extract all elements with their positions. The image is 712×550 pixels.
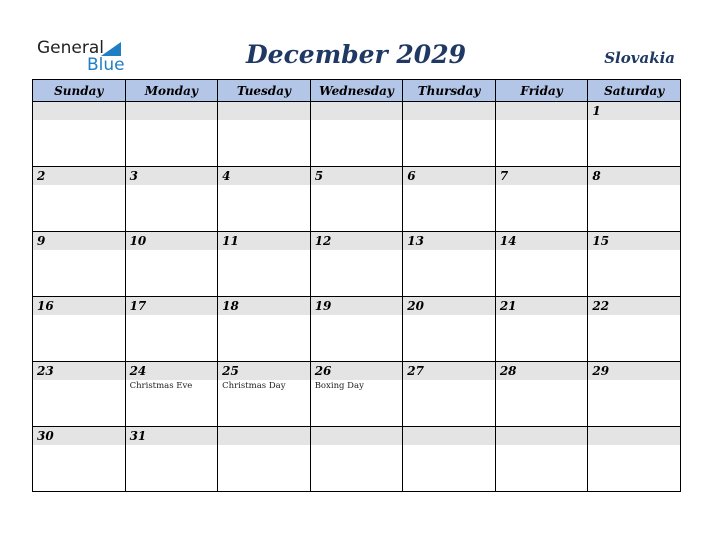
day-cell [588,427,681,492]
holiday-label: Christmas Eve [129,381,193,391]
day-cell [495,167,588,232]
day-cell [403,102,496,167]
day-cell [218,362,311,427]
holiday-label: Boxing Day [314,381,364,391]
day-cell [218,427,311,492]
day-cell [218,232,311,297]
day-number [403,427,495,445]
day-number: 3 [126,167,218,185]
logo-text: General [37,38,104,58]
day-cell [33,427,126,492]
day-cell [588,362,681,427]
day-number: 27 [403,362,495,380]
day-number [588,427,680,445]
day-number: 20 [403,297,495,315]
day-number [311,102,403,120]
weekday-header: Thursday [403,80,496,102]
day-cell [125,297,218,362]
page-title: December 2029 [245,40,466,69]
day-number: 5 [311,167,403,185]
day-number: 18 [218,297,310,315]
day-cell [125,232,218,297]
day-cell [125,102,218,167]
calendar-grid [32,79,681,492]
day-number [33,102,125,120]
day-cell [495,427,588,492]
day-number: 7 [496,167,588,185]
day-cell [495,362,588,427]
day-number: 14 [496,232,588,250]
day-number: 31 [126,427,218,445]
weekday-header: Friday [495,80,588,102]
day-number: 24 [126,362,218,380]
day-cell [495,297,588,362]
weekday-header: Tuesday [218,80,311,102]
day-number: 1 [588,102,680,120]
day-number: 13 [403,232,495,250]
day-cell [310,297,403,362]
day-number: 29 [588,362,680,380]
day-cell [33,297,126,362]
day-cell [403,232,496,297]
day-cell [403,362,496,427]
day-number: 26 [311,362,403,380]
day-cell [310,102,403,167]
week-row [33,427,681,492]
day-cell [495,232,588,297]
day-cell [310,167,403,232]
day-number: 11 [218,232,310,250]
day-cell [403,427,496,492]
day-cell [588,167,681,232]
holiday-label: Christmas Day [222,381,286,391]
day-cell [33,232,126,297]
day-number: 15 [588,232,680,250]
logo-text-blue: Blue [87,55,125,75]
country-label: Slovakia [604,49,675,67]
week-row [33,102,681,167]
day-number: 25 [218,362,310,380]
day-cell [310,427,403,492]
day-number: 22 [588,297,680,315]
day-number: 10 [126,232,218,250]
week-row [33,362,681,427]
day-number: 19 [311,297,403,315]
day-number [496,102,588,120]
weekday-header: Saturday [588,80,681,102]
week-row [33,297,681,362]
day-number: 12 [311,232,403,250]
day-cell [310,232,403,297]
day-cell [218,297,311,362]
day-cell [403,167,496,232]
day-cell [588,232,681,297]
weekday-header: Wednesday [310,80,403,102]
day-number: 9 [33,232,125,250]
day-number [218,102,310,120]
day-cell [33,102,126,167]
week-row [33,232,681,297]
day-number: 8 [588,167,680,185]
day-number: 6 [403,167,495,185]
weekday-header: Sunday [33,80,126,102]
day-number: 28 [496,362,588,380]
day-cell [125,362,218,427]
day-number [311,427,403,445]
day-number [403,102,495,120]
week-row [33,167,681,232]
day-cell [588,297,681,362]
day-cell [218,102,311,167]
day-number [126,102,218,120]
day-number: 23 [33,362,125,380]
day-number [496,427,588,445]
day-number: 16 [33,297,125,315]
day-number: 21 [496,297,588,315]
day-cell [310,362,403,427]
day-cell [33,362,126,427]
day-cell [125,427,218,492]
day-number [218,427,310,445]
day-cell [218,167,311,232]
day-number: 30 [33,427,125,445]
day-cell [588,102,681,167]
day-cell [33,167,126,232]
day-number: 4 [218,167,310,185]
weekday-header: Monday [125,80,218,102]
day-number: 17 [126,297,218,315]
day-cell [495,102,588,167]
day-cell [403,297,496,362]
day-cell [125,167,218,232]
day-number: 2 [33,167,125,185]
